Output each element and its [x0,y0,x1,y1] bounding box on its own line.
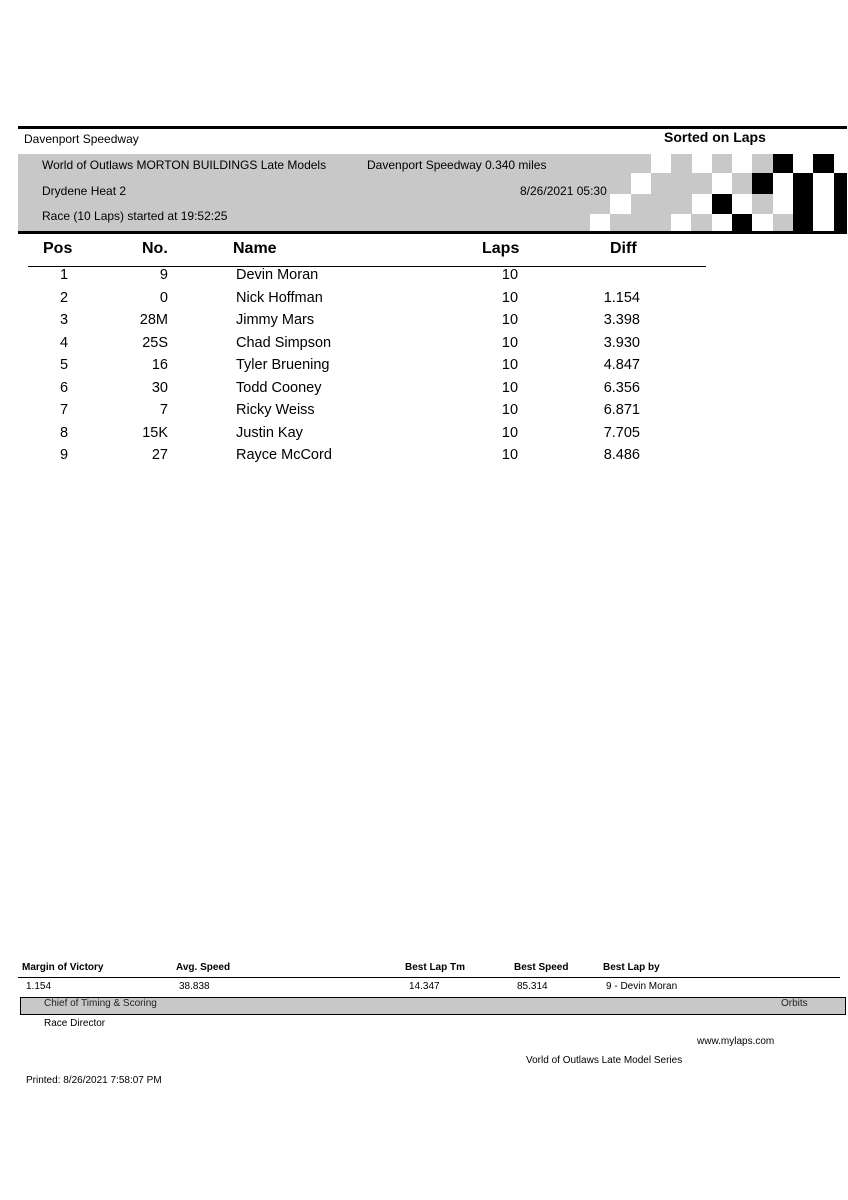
series-name-footer: Vorld of Outlaws Late Model Series [526,1055,683,1066]
printed-timestamp: Printed: 8/26/2021 7:58:07 PM [26,1075,162,1086]
row-car-number: 15K [142,424,168,441]
row-car-number: 28M [139,312,168,328]
stat-value-best-lap-by: 9 - Devin Moran [606,981,678,992]
row-pos: 9 [59,447,69,463]
flag-square [732,194,752,214]
col-header-name: Name [233,240,277,257]
website-link[interactable]: www.mylaps.com [697,1036,775,1047]
race-director-label: Race Director [44,1018,106,1029]
row-driver-name: Todd Cooney [236,379,322,396]
stat-value-margin: 1.154 [26,981,52,992]
row-car-number: 30 [151,379,168,396]
table-row [0,290,848,312]
flag-square [834,173,847,193]
flag-square [773,194,793,214]
row-car-number: 0 [159,289,168,306]
flag-square [671,173,691,193]
flag-square [671,214,691,231]
table-row [0,335,848,357]
flag-square [773,173,793,193]
flag-square [793,154,813,173]
row-car-number: 9 [159,267,168,283]
row-diff: 8.486 [603,447,640,463]
header-bottom-rule [18,231,847,234]
event-datetime: 8/26/2021 05:30 [520,184,607,198]
col-header-no: No. [142,240,168,257]
row-laps: 10 [501,402,519,418]
row-driver-name: Jimmy Mars [236,312,315,328]
flag-square [712,173,732,193]
row-laps: 10 [501,379,519,396]
stat-label-best-lap-by: Best Lap by [603,962,660,973]
flag-square [834,214,847,231]
table-row [0,425,848,447]
flag-square [692,214,712,231]
flag-square [732,154,752,173]
row-car-number: 16 [151,357,168,373]
row-laps: 10 [501,289,519,306]
row-pos: 6 [59,379,69,396]
row-pos: 5 [59,357,69,373]
row-diff: 3.398 [603,312,640,328]
row-driver-name: Chad Simpson [236,334,332,351]
chief-of-timing-label: Chief of Timing & Scoring [44,998,157,1009]
flag-square [773,154,793,173]
flag-square [813,194,833,214]
table-row [0,357,848,379]
row-pos: 7 [59,402,69,418]
flag-square [712,214,732,231]
row-laps: 10 [501,447,519,463]
flag-square [692,154,712,173]
table-row [0,447,848,469]
row-pos: 2 [59,289,69,306]
flag-square [793,173,813,193]
row-laps: 10 [501,334,519,351]
col-header-diff: Diff [610,240,637,257]
flag-square [610,194,630,214]
table-row [0,402,848,424]
sort-label: Sorted on Laps [664,129,766,145]
row-pos: 3 [59,312,69,328]
stats-rule [18,977,840,978]
row-diff: 3.930 [603,334,640,351]
flag-square [834,154,847,173]
row-pos: 8 [59,424,69,441]
venue-name: Davenport Speedway [24,132,139,146]
event-name: Drydene Heat 2 [42,184,127,198]
flag-square [712,194,732,214]
col-header-laps: Laps [482,240,520,257]
row-pos: 4 [59,334,69,351]
orbits-label: Orbits [781,998,808,1009]
row-diff: 6.356 [603,379,640,396]
flag-square [590,214,610,231]
stat-label-best-lap-time: Best Lap Tm [405,962,466,973]
row-car-number: 27 [151,447,168,463]
stat-value-avg-speed: 38.838 [179,981,210,992]
flag-square [813,154,833,173]
flag-square [752,214,772,231]
stat-value-best-lap-time: 14.347 [409,981,440,992]
flag-square [651,194,671,214]
row-diff: 6.871 [603,402,640,418]
row-laps: 10 [501,312,519,328]
table-row [0,380,848,402]
row-driver-name: Justin Kay [236,424,303,441]
row-diff: 1.154 [603,289,640,306]
flag-square [834,194,847,214]
stat-value-best-speed: 85.314 [517,981,548,992]
row-laps: 10 [501,357,519,373]
row-driver-name: Nick Hoffman [236,289,323,306]
stat-label-best-speed: Best Speed [514,962,569,973]
row-driver-name: Rayce McCord [236,447,332,463]
flag-square [692,194,712,214]
stat-label-margin: Margin of Victory [22,962,104,973]
flag-square [631,173,651,193]
flag-square [793,194,813,214]
flag-square [813,173,833,193]
row-diff: 7.705 [603,424,640,441]
flag-square [651,154,671,173]
table-row [0,267,848,289]
flag-square [732,214,752,231]
row-laps: 10 [501,267,519,283]
flag-square [793,214,813,231]
row-driver-name: Tyler Bruening [236,357,330,373]
row-diff: 4.847 [603,357,640,373]
row-driver-name: Ricky Weiss [236,402,315,418]
row-pos: 1 [59,267,69,283]
table-row [0,312,848,334]
track-info: Davenport Speedway 0.340 miles [367,158,547,172]
row-laps: 10 [501,424,519,441]
checkered-flag-graphic [588,154,847,231]
row-car-number: 7 [159,402,168,418]
flag-square [631,214,651,231]
row-driver-name: Devin Moran [236,267,319,283]
col-header-pos: Pos [43,240,73,257]
flag-square [813,214,833,231]
flag-square [752,173,772,193]
flag-square [752,194,772,214]
race-start-info: Race (10 Laps) started at 19:52:25 [42,209,228,223]
series-title: World of Outlaws MORTON BUILDINGS Late Models [42,158,327,172]
row-car-number: 25S [142,334,168,351]
flag-square [773,214,793,231]
stat-label-avg-speed: Avg. Speed [176,962,231,973]
